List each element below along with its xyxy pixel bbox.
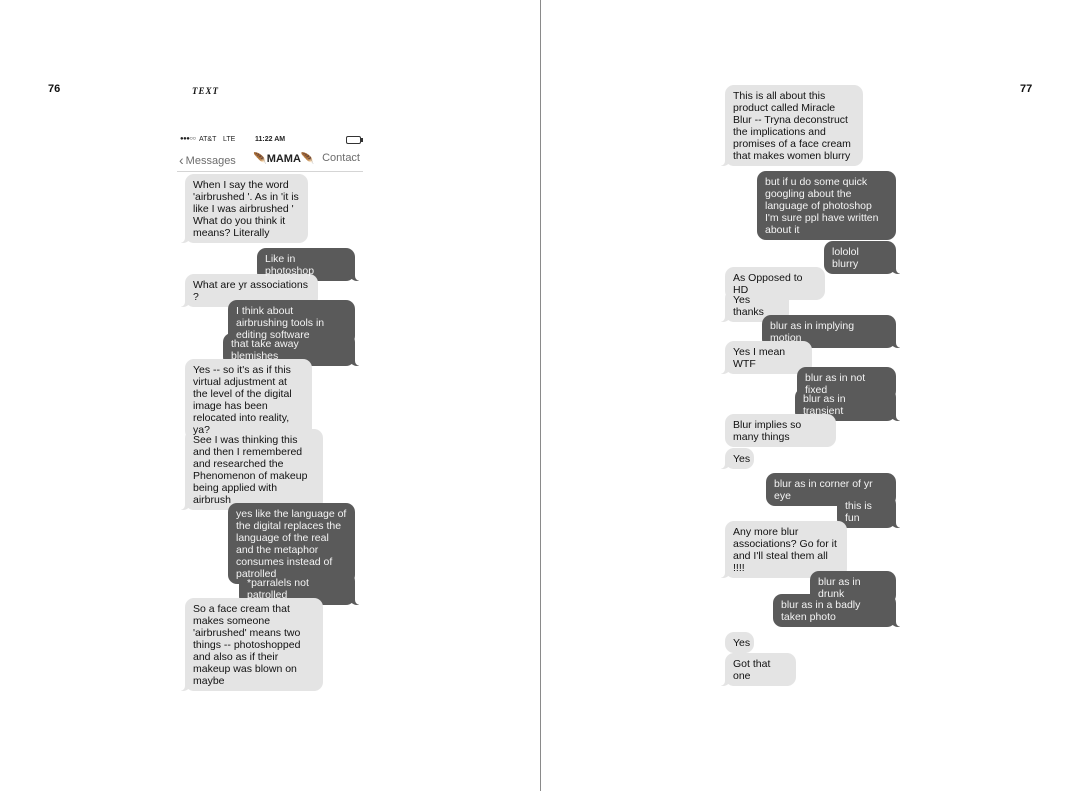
message-text: Yes [733,637,751,649]
conversation-title: 🪶MAMA🪶 [253,153,315,165]
message-text: So a face cream that makes someone 'airbrushed' means two things -- photoshopped and also as if their makeup was blown on maybe [193,603,301,687]
message-text: *parralels not patrolled [247,577,309,601]
message-bubble-incoming [725,653,796,686]
message-text: this is fun [845,500,872,524]
message-bubble-incoming [725,85,863,166]
signal-icon: ●●●○○ [180,136,196,142]
message-text: Got that one [733,658,771,682]
carrier-label: AT&T [199,136,217,143]
page-number-left: 76 [48,83,61,95]
message-text: blur as in transient [803,393,846,417]
message-text: What are yr associations ? [193,279,308,303]
message-bubble-incoming [725,414,836,447]
message-bubble-outgoing [757,171,896,240]
message-text: blur as in corner of yr eye [774,478,873,502]
message-text: When I say the word 'airbrushed '. As in 'it is like I was airbrushed ' What do you think it means? Literally [193,179,299,239]
message-text: Yes I mean WTF [733,346,786,370]
back-label: Messages [185,155,236,167]
message-text: yes like the language of the digital replaces the language of the real and the metaphor consumes instead of patrolled [236,508,347,580]
message-text: blur as in not fixed [805,372,866,396]
message-text: Any more blur associations? Go for it and I'll steal them all !!!! [733,526,837,574]
message-text: blur as in drunk [818,576,861,600]
network-label: LTE [223,136,236,143]
message-bubble-outgoing [795,388,896,421]
message-text: As Opposed to HD [733,272,803,296]
message-bubble-outgoing [824,241,896,274]
page-number-right: 77 [1020,83,1033,95]
contact-button[interactable]: Contact [322,152,360,164]
message-bubble-outgoing [762,315,896,348]
message-bubble-outgoing [773,594,896,627]
message-text: See I was thinking this and then I remembered and researched the Phenomenon of makeup being applied with airbrush [193,434,308,506]
message-bubble-incoming [725,448,754,469]
message-text: This is all about this product called Miracle Blur -- Tryna deconstruct the implications and promises of a face cream that makes women blurry [733,90,851,162]
message-text: that take away blemishes [231,338,299,362]
message-text: lololol blurry [832,246,859,270]
running-head: TEXT [192,86,220,96]
message-text: blur as in a badly taken photo [781,599,861,623]
chevron-left-icon: ‹ [179,152,184,168]
message-bubble-outgoing [837,495,896,528]
message-text: Yes [733,453,751,465]
message-bubble-incoming [725,632,754,653]
message-text: Yes thanks [733,294,764,318]
status-time: 11:22 AM [255,136,286,143]
message-bubble-incoming [725,521,847,578]
message-text: Like in photoshop [265,253,315,277]
message-text: I think about airbrushing tools in editing software [236,305,325,341]
message-text: Blur implies so many things [733,419,802,443]
message-text: but if u do some quick googling about the language of photoshop I'm sure ppl have written about it [765,176,879,236]
message-text: blur as in implying motion [770,320,855,344]
message-text: Yes -- so it's as if this virtual adjustment at the level of the digital image has been relocated into reality, ya? [193,364,292,436]
